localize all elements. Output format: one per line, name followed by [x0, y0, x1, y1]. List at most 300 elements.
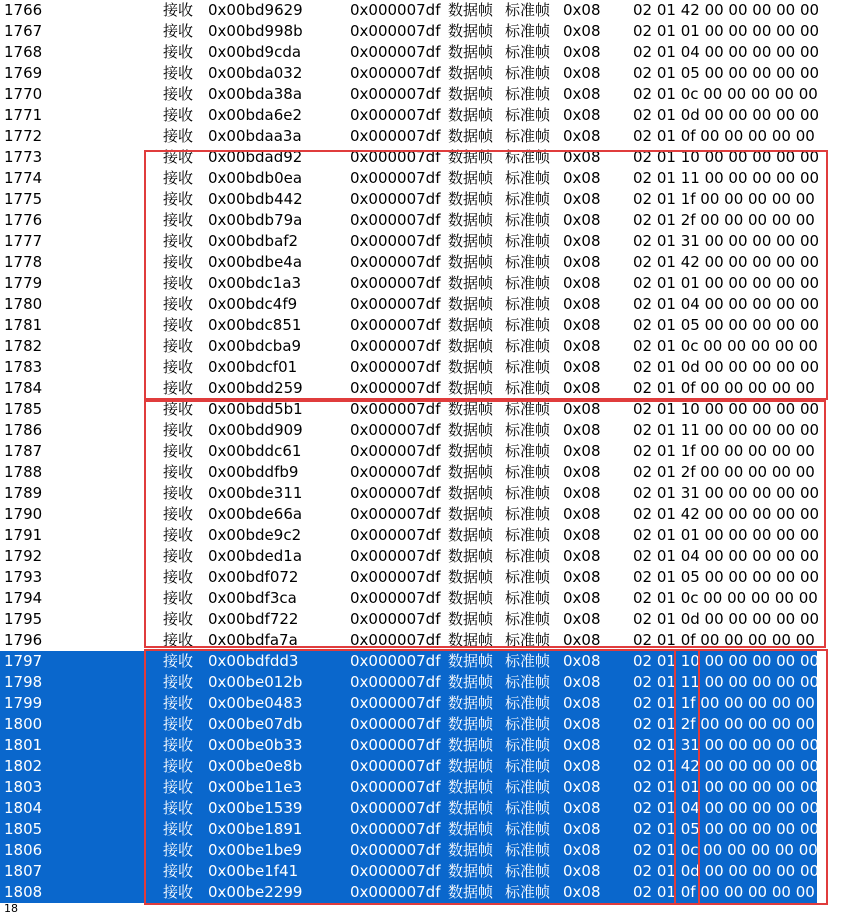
row-index: 1766	[4, 1, 43, 19]
row-frame-format: 标准帧	[505, 232, 551, 250]
table-row[interactable]	[0, 399, 844, 420]
table-row[interactable]	[0, 84, 844, 105]
row-can-id: 0x000007df	[350, 43, 441, 61]
row-frame-type: 数据帧	[448, 883, 494, 901]
row-payload: 02 01 05 00 00 00 00 00	[633, 64, 820, 82]
row-timestamp: 0x00bdb442	[208, 190, 303, 208]
row-payload: 02 01 0f 00 00 00 00 00	[633, 379, 815, 397]
table-row[interactable]	[0, 378, 844, 399]
row-index: 1799	[4, 694, 43, 712]
row-dlc: 0x08	[563, 589, 601, 607]
row-payload: 02 01 42 00 00 00 00 00	[633, 505, 820, 523]
row-frame-type: 数据帧	[448, 463, 494, 481]
row-timestamp: 0x00be1be9	[208, 841, 303, 859]
row-frame-format: 标准帧	[505, 22, 551, 40]
row-index: 1790	[4, 505, 43, 523]
row-payload: 02 01 2f 00 00 00 00 00	[633, 715, 815, 733]
row-timestamp: 0x00bdbaf2	[208, 232, 299, 250]
table-row[interactable]	[0, 357, 844, 378]
row-timestamp: 0x00bdbe4a	[208, 253, 303, 271]
row-payload: 02 01 11 00 00 00 00 00	[633, 673, 820, 691]
row-direction: 接收	[163, 568, 194, 586]
row-can-id: 0x000007df	[350, 652, 441, 670]
row-index: 1784	[4, 379, 43, 397]
row-timestamp: 0x00be07db	[208, 715, 303, 733]
row-frame-format: 标准帧	[505, 526, 551, 544]
row-timestamp: 0x00bdf722	[208, 610, 299, 628]
row-direction: 接收	[163, 715, 194, 733]
row-timestamp: 0x00bdb0ea	[208, 169, 303, 187]
row-timestamp: 0x00bdfa7a	[208, 631, 298, 649]
row-dlc: 0x08	[563, 211, 601, 229]
row-index: 1796	[4, 631, 43, 649]
row-frame-type: 数据帧	[448, 358, 494, 376]
table-row[interactable]	[0, 588, 844, 609]
row-frame-type: 数据帧	[448, 484, 494, 502]
row-dlc: 0x08	[563, 253, 601, 271]
row-frame-format: 标准帧	[505, 358, 551, 376]
row-payload: 02 01 31 00 00 00 00 00	[633, 232, 820, 250]
row-payload: 02 01 01 00 00 00 00 00	[633, 22, 820, 40]
table-row[interactable]	[0, 735, 820, 756]
row-can-id: 0x000007df	[350, 1, 441, 19]
row-dlc: 0x08	[563, 442, 601, 460]
row-frame-type: 数据帧	[448, 316, 494, 334]
row-can-id: 0x000007df	[350, 694, 441, 712]
row-timestamp: 0x00be1f41	[208, 862, 299, 880]
table-row[interactable]	[0, 714, 817, 735]
row-frame-type: 数据帧	[448, 232, 494, 250]
row-index: 1780	[4, 295, 43, 313]
table-row[interactable]	[0, 21, 844, 42]
table-row[interactable]	[0, 336, 844, 357]
row-direction: 接收	[163, 547, 194, 565]
row-frame-format: 标准帧	[505, 862, 551, 880]
table-row[interactable]	[0, 609, 844, 630]
row-frame-format: 标准帧	[505, 1, 551, 19]
row-payload: 02 01 1f 00 00 00 00 00	[633, 190, 815, 208]
row-frame-format: 标准帧	[505, 820, 551, 838]
table-row[interactable]	[0, 42, 844, 63]
table-row[interactable]	[0, 693, 817, 714]
row-payload: 02 01 11 00 00 00 00 00	[633, 169, 820, 187]
row-frame-format: 标准帧	[505, 589, 551, 607]
row-index: 1797	[4, 652, 43, 670]
row-index: 1773	[4, 148, 43, 166]
table-row[interactable]	[0, 483, 844, 504]
row-payload: 02 01 0c 00 00 00 00 00	[633, 337, 818, 355]
row-frame-type: 数据帧	[448, 211, 494, 229]
table-row[interactable]	[0, 777, 820, 798]
row-frame-format: 标准帧	[505, 274, 551, 292]
row-direction: 接收	[163, 526, 194, 544]
row-frame-type: 数据帧	[448, 253, 494, 271]
row-frame-type: 数据帧	[448, 778, 494, 796]
row-frame-type: 数据帧	[448, 862, 494, 880]
row-dlc: 0x08	[563, 757, 601, 775]
row-can-id: 0x000007df	[350, 85, 441, 103]
row-direction: 接收	[163, 85, 194, 103]
row-timestamp: 0x00bdf3ca	[208, 589, 297, 607]
row-can-id: 0x000007df	[350, 253, 441, 271]
row-frame-type: 数据帧	[448, 652, 494, 670]
row-can-id: 0x000007df	[350, 736, 441, 754]
row-direction: 接收	[163, 64, 194, 82]
row-dlc: 0x08	[563, 43, 601, 61]
row-payload: 02 01 2f 00 00 00 00 00	[633, 463, 815, 481]
row-frame-format: 标准帧	[505, 190, 551, 208]
row-frame-format: 标准帧	[505, 463, 551, 481]
row-can-id: 0x000007df	[350, 274, 441, 292]
row-timestamp: 0x00bdaa3a	[208, 127, 302, 145]
row-frame-type: 数据帧	[448, 757, 494, 775]
table-row[interactable]	[0, 840, 817, 861]
row-timestamp: 0x00bdc4f9	[208, 295, 298, 313]
row-direction: 接收	[163, 610, 194, 628]
row-can-id: 0x000007df	[350, 337, 441, 355]
row-payload: 02 01 0d 00 00 00 00 00	[633, 862, 820, 880]
row-frame-type: 数据帧	[448, 631, 494, 649]
row-payload: 02 01 10 00 00 00 00 00	[633, 400, 820, 418]
row-payload: 02 01 10 00 00 00 00 00	[633, 652, 820, 670]
row-payload: 02 01 0f 00 00 00 00 00	[633, 127, 815, 145]
table-row[interactable]	[0, 651, 820, 672]
table-row[interactable]	[0, 105, 844, 126]
table-row[interactable]	[0, 882, 817, 903]
row-frame-type: 数据帧	[448, 148, 494, 166]
row-dlc: 0x08	[563, 883, 601, 901]
row-dlc: 0x08	[563, 862, 601, 880]
table-row[interactable]	[0, 210, 844, 231]
row-payload: 02 01 0f 00 00 00 00 00	[633, 631, 815, 649]
row-timestamp: 0x00bdd909	[208, 421, 303, 439]
row-timestamp: 0x00be1891	[208, 820, 303, 838]
row-direction: 接收	[163, 253, 194, 271]
row-dlc: 0x08	[563, 379, 601, 397]
row-direction: 接收	[163, 463, 194, 481]
row-index: 1770	[4, 85, 43, 103]
row-direction: 接收	[163, 127, 194, 145]
row-frame-type: 数据帧	[448, 715, 494, 733]
row-frame-format: 标准帧	[505, 316, 551, 334]
row-dlc: 0x08	[563, 421, 601, 439]
table-row[interactable]	[0, 525, 844, 546]
row-direction: 接收	[163, 358, 194, 376]
row-dlc: 0x08	[563, 232, 601, 250]
table-row[interactable]	[0, 420, 844, 441]
row-direction: 接收	[163, 316, 194, 334]
row-can-id: 0x000007df	[350, 673, 441, 691]
row-frame-format: 标准帧	[505, 736, 551, 754]
row-can-id: 0x000007df	[350, 610, 441, 628]
row-frame-type: 数据帧	[448, 169, 494, 187]
row-can-id: 0x000007df	[350, 421, 441, 439]
row-index: 1785	[4, 400, 43, 418]
row-payload: 02 01 01 00 00 00 00 00	[633, 274, 820, 292]
row-frame-type: 数据帧	[448, 694, 494, 712]
row-can-id: 0x000007df	[350, 526, 441, 544]
row-index: 1777	[4, 232, 43, 250]
table-row[interactable]	[0, 189, 844, 210]
row-frame-format: 标准帧	[505, 841, 551, 859]
row-can-id: 0x000007df	[350, 715, 441, 733]
row-direction: 接收	[163, 841, 194, 859]
table-row[interactable]	[0, 504, 844, 525]
row-index: 1768	[4, 43, 43, 61]
row-frame-format: 标准帧	[505, 547, 551, 565]
row-index: 1769	[4, 64, 43, 82]
row-index: 1788	[4, 463, 43, 481]
row-dlc: 0x08	[563, 652, 601, 670]
row-dlc: 0x08	[563, 22, 601, 40]
row-index: 1805	[4, 820, 43, 838]
table-row[interactable]	[0, 147, 844, 168]
row-can-id: 0x000007df	[350, 505, 441, 523]
row-dlc: 0x08	[563, 841, 601, 859]
row-can-id: 0x000007df	[350, 841, 441, 859]
row-payload: 02 01 0d 00 00 00 00 00	[633, 610, 820, 628]
row-index: 1774	[4, 169, 43, 187]
row-timestamp: 0x00bda38a	[208, 85, 303, 103]
row-payload: 02 01 11 00 00 00 00 00	[633, 421, 820, 439]
row-frame-format: 标准帧	[505, 85, 551, 103]
row-timestamp: 0x00bdcba9	[208, 337, 302, 355]
table-row[interactable]	[0, 168, 844, 189]
row-timestamp: 0x00bde9c2	[208, 526, 302, 544]
row-can-id: 0x000007df	[350, 463, 441, 481]
table-row[interactable]	[0, 294, 844, 315]
row-dlc: 0x08	[563, 631, 601, 649]
row-timestamp: 0x00be11e3	[208, 778, 303, 796]
row-index: 1779	[4, 274, 43, 292]
row-can-id: 0x000007df	[350, 316, 441, 334]
row-can-id: 0x000007df	[350, 148, 441, 166]
row-direction: 接收	[163, 589, 194, 607]
row-index: 1772	[4, 127, 43, 145]
table-row[interactable]	[0, 126, 844, 147]
row-timestamp: 0x00be2299	[208, 883, 303, 901]
table-row[interactable]	[0, 252, 844, 273]
row-direction: 接收	[163, 106, 194, 124]
row-payload: 02 01 05 00 00 00 00 00	[633, 316, 820, 334]
row-index: 1783	[4, 358, 43, 376]
row-timestamp: 0x00bded1a	[208, 547, 303, 565]
row-payload: 02 01 1f 00 00 00 00 00	[633, 694, 815, 712]
row-index: 1793	[4, 568, 43, 586]
row-frame-format: 标准帧	[505, 43, 551, 61]
row-frame-type: 数据帧	[448, 337, 494, 355]
row-direction: 接收	[163, 337, 194, 355]
row-frame-type: 数据帧	[448, 736, 494, 754]
row-frame-format: 标准帧	[505, 631, 551, 649]
row-timestamp: 0x00bddc61	[208, 442, 302, 460]
row-can-id: 0x000007df	[350, 799, 441, 817]
row-frame-type: 数据帧	[448, 400, 494, 418]
row-dlc: 0x08	[563, 106, 601, 124]
row-index: 1794	[4, 589, 43, 607]
table-row[interactable]	[0, 441, 844, 462]
row-dlc: 0x08	[563, 484, 601, 502]
table-row[interactable]	[0, 567, 844, 588]
row-timestamp: 0x00be0483	[208, 694, 303, 712]
row-can-id: 0x000007df	[350, 757, 441, 775]
table-row[interactable]	[0, 315, 844, 336]
row-frame-type: 数据帧	[448, 64, 494, 82]
row-can-id: 0x000007df	[350, 820, 441, 838]
row-direction: 接收	[163, 421, 194, 439]
row-direction: 接收	[163, 631, 194, 649]
row-direction: 接收	[163, 778, 194, 796]
row-can-id: 0x000007df	[350, 190, 441, 208]
row-frame-type: 数据帧	[448, 190, 494, 208]
table-row[interactable]	[0, 819, 820, 840]
row-dlc: 0x08	[563, 190, 601, 208]
table-row[interactable]	[0, 798, 820, 819]
row-frame-type: 数据帧	[448, 526, 494, 544]
row-payload: 02 01 0c 00 00 00 00 00	[633, 589, 818, 607]
row-index: 1782	[4, 337, 43, 355]
row-timestamp: 0x00bdd5b1	[208, 400, 303, 418]
table-row[interactable]	[0, 861, 820, 882]
row-timestamp: 0x00bdd259	[208, 379, 303, 397]
row-dlc: 0x08	[563, 295, 601, 313]
table-row[interactable]	[0, 630, 844, 651]
row-index: 1802	[4, 757, 43, 775]
row-dlc: 0x08	[563, 316, 601, 334]
row-frame-format: 标准帧	[505, 148, 551, 166]
row-dlc: 0x08	[563, 463, 601, 481]
row-timestamp: 0x00be0b33	[208, 736, 303, 754]
row-can-id: 0x000007df	[350, 547, 441, 565]
row-dlc: 0x08	[563, 64, 601, 82]
row-timestamp: 0x00bde66a	[208, 505, 303, 523]
row-index: 1778	[4, 253, 43, 271]
row-payload: 02 01 0c 00 00 00 00 00	[633, 841, 818, 859]
row-frame-type: 数据帧	[448, 43, 494, 61]
row-index: 1771	[4, 106, 43, 124]
row-dlc: 0x08	[563, 694, 601, 712]
row-payload: 02 01 0f 00 00 00 00 00	[633, 883, 815, 901]
row-can-id: 0x000007df	[350, 127, 441, 145]
row-direction: 接收	[163, 1, 194, 19]
row-frame-type: 数据帧	[448, 379, 494, 397]
row-index: 1801	[4, 736, 43, 754]
row-dlc: 0x08	[563, 547, 601, 565]
row-frame-format: 标准帧	[505, 799, 551, 817]
row-can-id: 0x000007df	[350, 169, 441, 187]
table-row[interactable]	[0, 462, 844, 483]
row-frame-format: 标准帧	[505, 505, 551, 523]
next-row-partial: 18	[4, 904, 18, 913]
row-dlc: 0x08	[563, 148, 601, 166]
row-direction: 接收	[163, 295, 194, 313]
row-direction: 接收	[163, 652, 194, 670]
row-timestamp: 0x00bdc1a3	[208, 274, 302, 292]
row-payload: 02 01 1f 00 00 00 00 00	[633, 442, 815, 460]
row-direction: 接收	[163, 22, 194, 40]
table-row[interactable]	[0, 546, 844, 567]
row-timestamp: 0x00bddfb9	[208, 463, 299, 481]
row-timestamp: 0x00be012b	[208, 673, 303, 691]
row-direction: 接收	[163, 505, 194, 523]
row-timestamp: 0x00bdad92	[208, 148, 303, 166]
row-frame-type: 数据帧	[448, 673, 494, 691]
row-direction: 接收	[163, 274, 194, 292]
row-payload: 02 01 42 00 00 00 00 00	[633, 757, 820, 775]
row-index: 1789	[4, 484, 43, 502]
row-timestamp: 0x00bda6e2	[208, 106, 303, 124]
row-can-id: 0x000007df	[350, 22, 441, 40]
row-payload: 02 01 01 00 00 00 00 00	[633, 526, 820, 544]
row-payload: 02 01 31 00 00 00 00 00	[633, 736, 820, 754]
row-timestamp: 0x00bdc851	[208, 316, 302, 334]
row-index: 1786	[4, 421, 43, 439]
row-index: 1792	[4, 547, 43, 565]
row-can-id: 0x000007df	[350, 358, 441, 376]
row-frame-format: 标准帧	[505, 106, 551, 124]
table-row[interactable]	[0, 672, 820, 693]
row-dlc: 0x08	[563, 274, 601, 292]
row-frame-type: 数据帧	[448, 820, 494, 838]
row-can-id: 0x000007df	[350, 400, 441, 418]
table-row[interactable]	[0, 0, 844, 21]
row-timestamp: 0x00bdf072	[208, 568, 299, 586]
row-timestamp: 0x00bd998b	[208, 22, 303, 40]
row-timestamp: 0x00be1539	[208, 799, 303, 817]
row-direction: 接收	[163, 379, 194, 397]
row-frame-type: 数据帧	[448, 1, 494, 19]
row-frame-format: 标准帧	[505, 673, 551, 691]
row-timestamp: 0x00be0e8b	[208, 757, 303, 775]
row-payload: 02 01 0d 00 00 00 00 00	[633, 106, 820, 124]
row-can-id: 0x000007df	[350, 862, 441, 880]
row-frame-type: 数据帧	[448, 274, 494, 292]
row-direction: 接收	[163, 211, 194, 229]
row-frame-format: 标准帧	[505, 442, 551, 460]
table-row[interactable]	[0, 756, 820, 777]
row-timestamp: 0x00bd9cda	[208, 43, 302, 61]
row-index: 1775	[4, 190, 43, 208]
row-index: 1798	[4, 673, 43, 691]
row-frame-format: 标准帧	[505, 715, 551, 733]
row-timestamp: 0x00bdfdd3	[208, 652, 299, 670]
row-dlc: 0x08	[563, 568, 601, 586]
row-frame-format: 标准帧	[505, 694, 551, 712]
row-payload: 02 01 04 00 00 00 00 00	[633, 799, 820, 817]
table-row[interactable]	[0, 231, 844, 252]
row-index: 1791	[4, 526, 43, 544]
row-index: 1807	[4, 862, 43, 880]
table-row[interactable]	[0, 273, 844, 294]
row-frame-type: 数据帧	[448, 610, 494, 628]
row-dlc: 0x08	[563, 169, 601, 187]
row-frame-type: 数据帧	[448, 589, 494, 607]
row-can-id: 0x000007df	[350, 232, 441, 250]
row-direction: 接收	[163, 673, 194, 691]
row-frame-format: 标准帧	[505, 211, 551, 229]
row-frame-format: 标准帧	[505, 127, 551, 145]
row-can-id: 0x000007df	[350, 484, 441, 502]
row-timestamp: 0x00bdcf01	[208, 358, 298, 376]
row-frame-type: 数据帧	[448, 505, 494, 523]
table-row[interactable]	[0, 63, 844, 84]
row-index: 1800	[4, 715, 43, 733]
row-frame-type: 数据帧	[448, 547, 494, 565]
row-index: 1776	[4, 211, 43, 229]
row-can-id: 0x000007df	[350, 295, 441, 313]
row-dlc: 0x08	[563, 127, 601, 145]
row-index: 1808	[4, 883, 43, 901]
